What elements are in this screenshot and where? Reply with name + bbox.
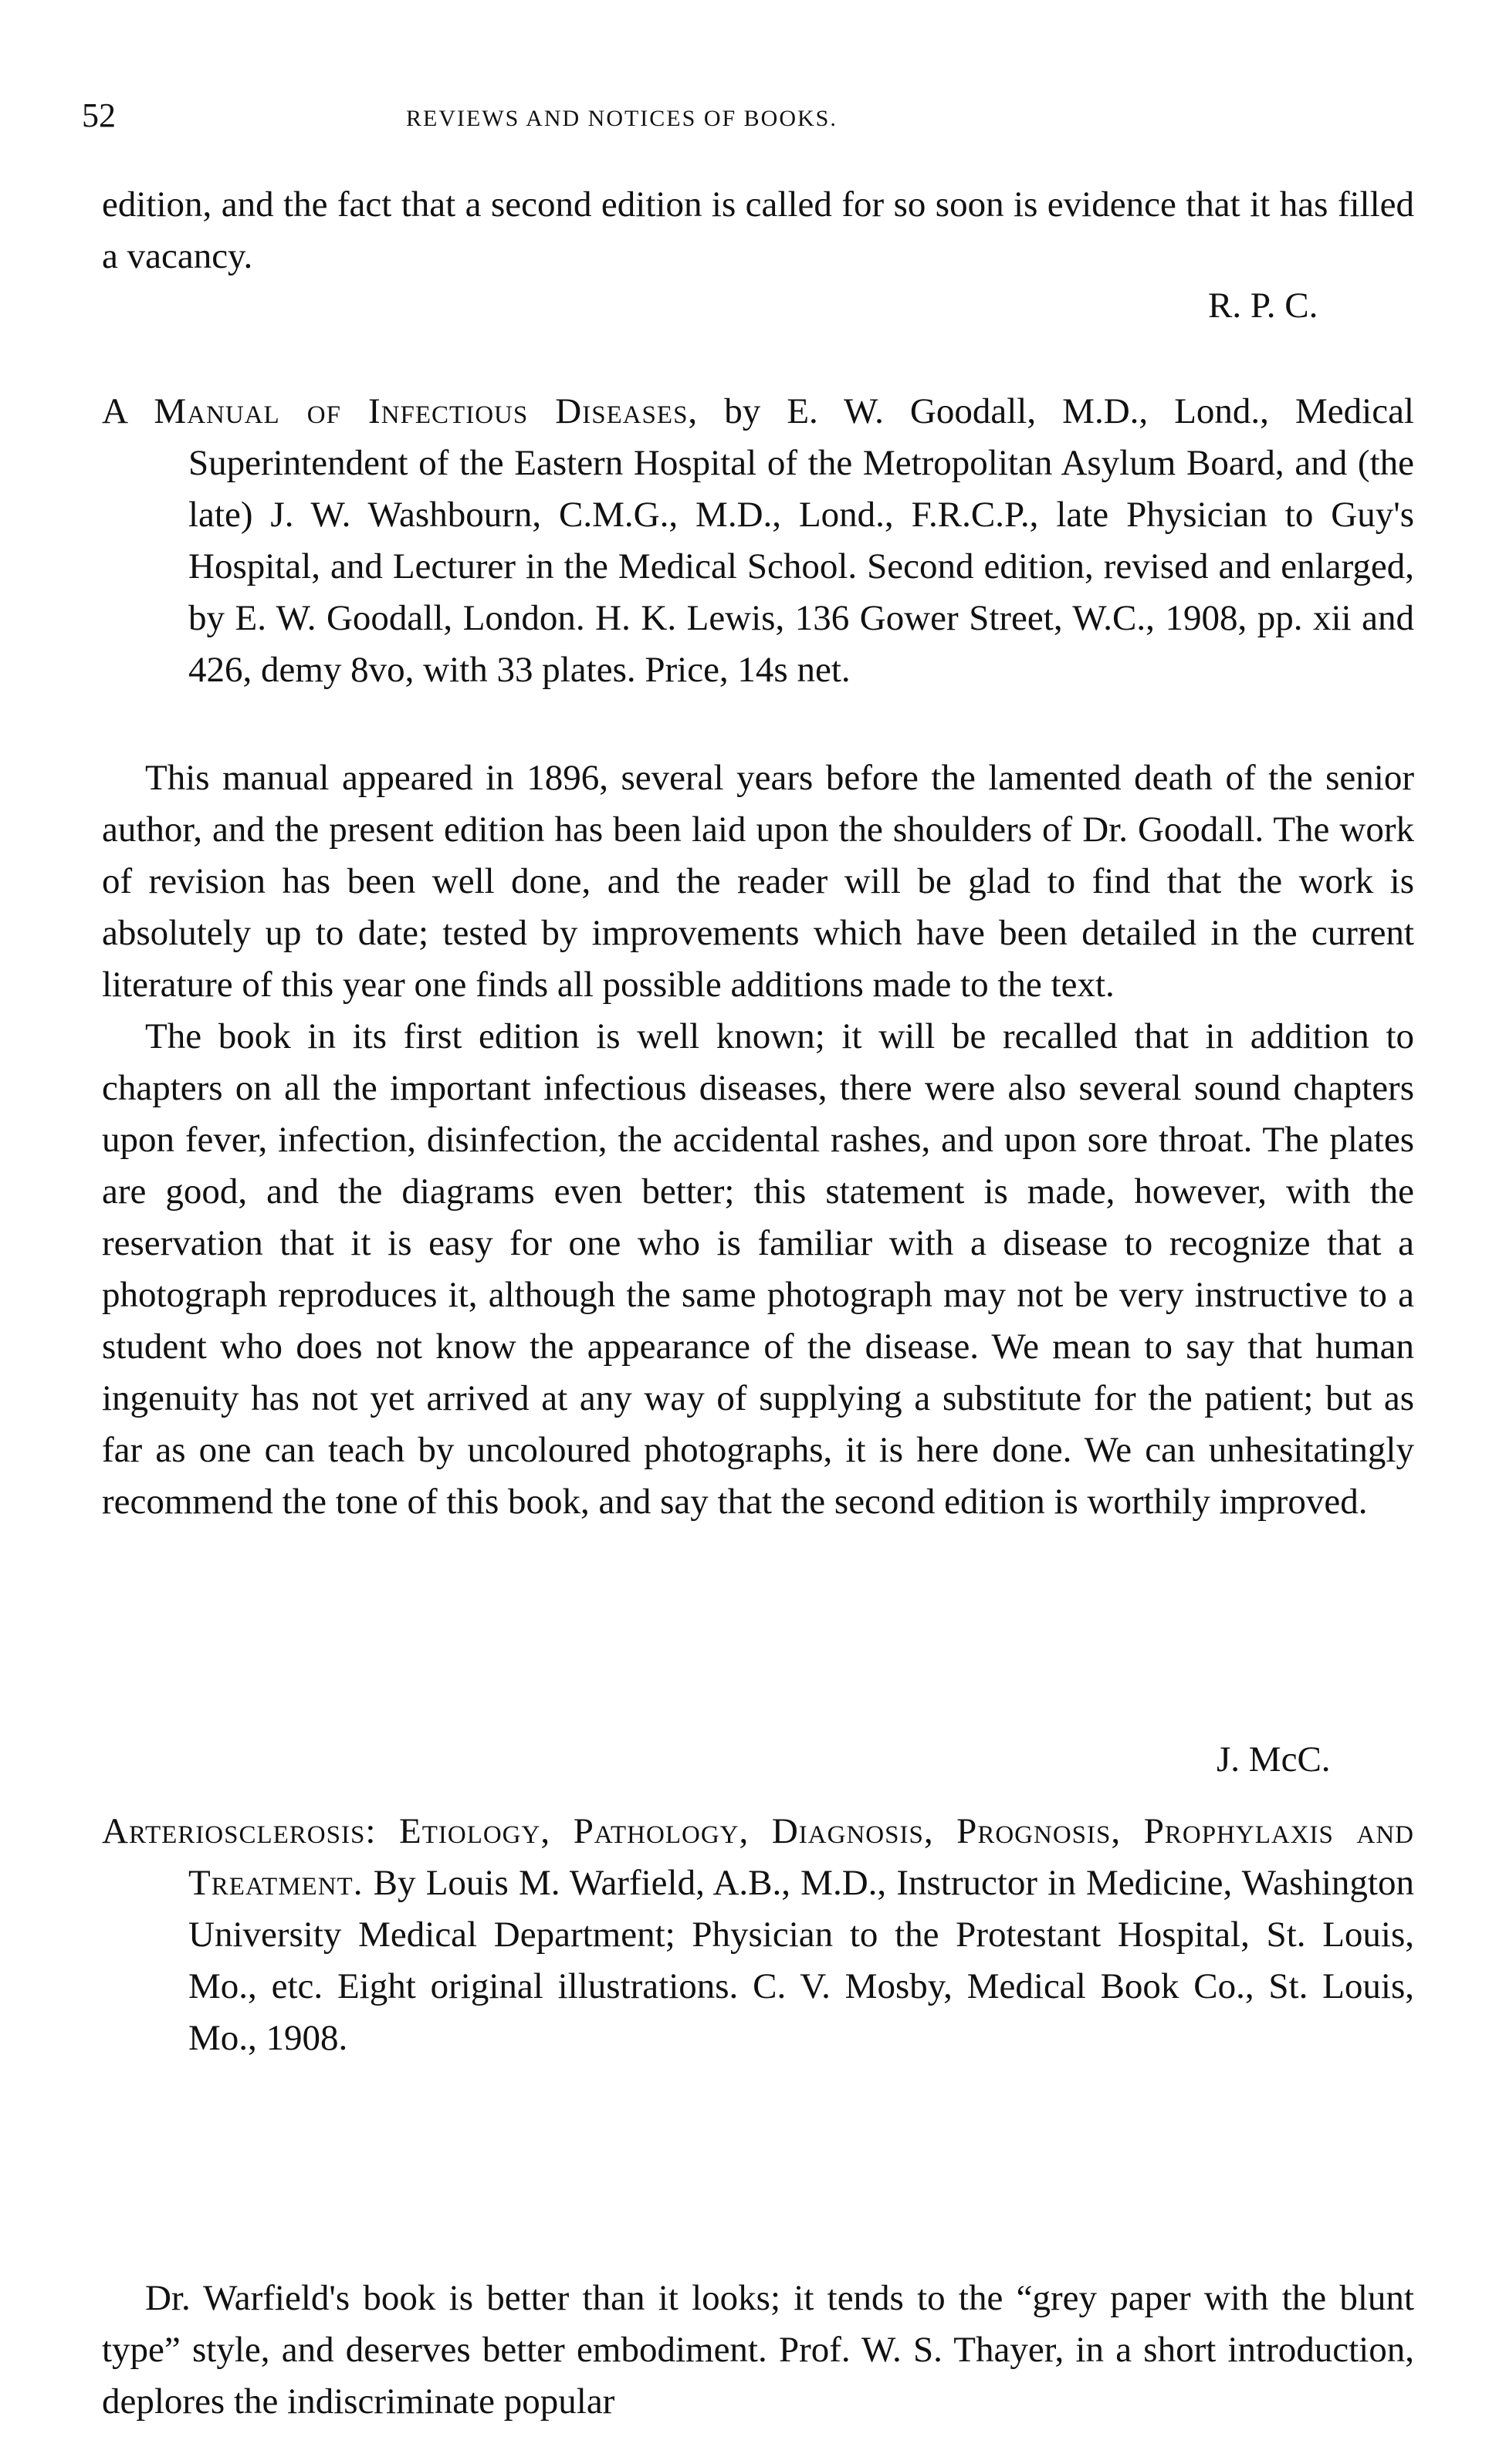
review-1-body	[102, 752, 1414, 1528]
review-1-citation	[102, 386, 1414, 696]
continuation-paragraph: edition, and the fact that a second edition is called for so soon is evidence that it has filled a vacancy.	[102, 184, 1414, 276]
running-head	[82, 93, 1425, 139]
review-1-book-title: A Manual of Infectious Diseases,	[102, 391, 699, 431]
continuation-text	[102, 179, 1414, 282]
page-number: 52	[82, 96, 116, 134]
review-1-paragraph-2: The book in its first edition is well known; it will be recalled that in addition to chapters on all the important infectious diseases, there were also several sound chapters upon fever, infection, disinfection, the accidental rashes, and upon sore throat. The plates are good, and the diagrams even better; this statement is made, however, with the reservation that it is easy for one who is familiar with a disease to recognize that a photograph reproduces it, although the same photograph may not be very instructive to a student who does not know the appearance of the disease. We mean to say that human ingenuity has not yet arrived at any way of supplying a substitute for the patient; but as far as one can teach by uncoloured photographs, it is here done. We can unhesitatingly recommend the tone of this book, and say that the second edition is worthily improved.	[102, 1016, 1414, 1522]
review-2-citation	[102, 1806, 1414, 2064]
review-1-citation-text: by E. W. Goodall, M.D., Lond., Medical Superintendent of the Eastern Hospital of the Metropolitan Asylum Board, and (the late) J. W. Washbourn, C.M.G., M.D., Lond., F.R.C.P., late Physician to Guy's Hospital, and Lecturer in the Medical School. Second edition, revised and enlarged, by E. W. Goodall, London. H. K. Lewis, 136 Gower Street, W.C., 1908, pp. xii and 426, demy 8vo, with 33 plates. Price, 14s net.	[188, 391, 1414, 690]
running-title: REVIEWS AND NOTICES OF BOOKS.	[406, 106, 838, 131]
review-2-paragraph-1: Dr. Warfield's book is better than it looks; it tends to the “grey paper with the blunt type” style, and deserves better embodiment. Prof. W. S. Thayer, in a short introduction, deplores the indiscriminate popular	[102, 2278, 1414, 2422]
review-2-citation-text: By Louis M. Warfield, A.B., M.D., Instructor in Medicine, Washington University Medical Department; Physician to the Protestant Hospital, St. Louis, Mo., etc. Eight original illustrations. C. V. Mosby, Medical Book Co., St. Louis, Mo., 1908.	[188, 1863, 1414, 2058]
review-2-body	[102, 2273, 1414, 2428]
signature-jmcc: J. McC.	[1217, 1739, 1331, 1780]
signature-rpc: R. P. C.	[1208, 286, 1318, 326]
review-2-book-title: Arteriosclerosis: Etiology, Pathology, Diagnosis, Prognosis, Prophylaxis and Treatment.	[102, 1811, 1414, 1903]
review-1-paragraph-1: This manual appeared in 1896, several years before the lamented death of the senior author, and the present edition has been laid upon the shoulders of Dr. Goodall. The work of revision has been well done, and the reader will be glad to find that the work is absolutely up to date; tested by improvements which have been detailed in the current literature of this year one finds all possible additions made to the text.	[102, 758, 1414, 1005]
